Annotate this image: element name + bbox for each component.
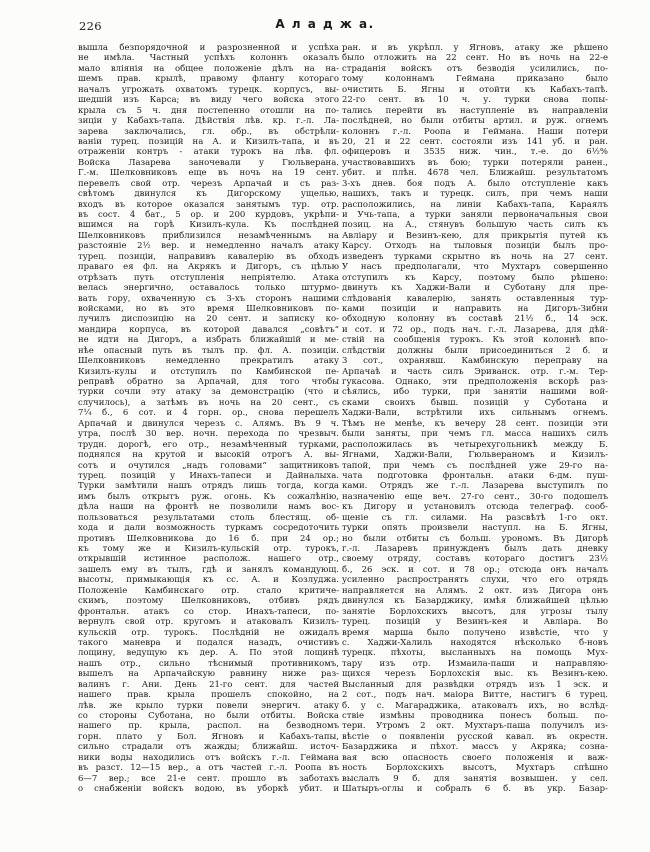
text-line: занятіе Борлохскихъ высотъ, для угрозы тылу (342, 606, 608, 617)
text-line: время марша было получено извѣстіе, что у (342, 627, 608, 638)
text-line: турец. позицій у Везинъ-кея и Авліара. Во (342, 617, 608, 628)
text-line: мало вліянія на общее положеніе дѣлъ на на- (78, 63, 339, 74)
text-line: къ Дигору и установилъ отсюда телеграф. сооб- (342, 502, 608, 513)
text-line: г.-л. Лазаревъ принужденъ былъ дать дневку (342, 544, 608, 554)
text-line: были заняты, при чемъ гл. масса нашихъ силъ (342, 429, 608, 440)
text-line: 22-го сент. въ 10 ч. у. турки снова попы- (342, 95, 608, 106)
text-line: въ разст. 12—15 вер., а отъ частей г.-л. Роопа въ (78, 763, 339, 774)
text-column-right (342, 43, 608, 795)
text-line: вшимся на горѣ Кизилъ-кула. Къ послѣдней (78, 220, 339, 231)
text-line: перевелъ свой отр. черезъ Арпачай и съ раз- (78, 178, 339, 189)
text-line: Войска Лазарева заночевали у Гюльверана. (78, 157, 339, 168)
text-line: расположились, на линіи Кабахъ-тапа, Караялъ (342, 199, 608, 210)
text-line: лучилъ диспозицію на 20 сент. и записку ко- (78, 314, 339, 325)
text-line: Ягнами, Хаджи-Вали, Гюльвераномъ и Кизилъ- (342, 450, 608, 461)
text-line: ники воды находились отъ войскъ г.-л. Геймана (78, 752, 339, 763)
text-line: къ тому же и Кизилъ-кульскій отр. турокъ, (78, 544, 339, 554)
text-line: и Учь-тапа, а турки заняли первоначальныя свои (342, 210, 608, 220)
text-line: лощину, ведущую къ дер. А. По этой лощинѣ (78, 648, 339, 659)
text-line: въ сост. 4 бат., 5 ор. и 200 курдовъ, укрѣпи- (78, 210, 339, 220)
text-line: скимъ, поэтому Шелковниковъ, отбивъ рядъ (78, 596, 339, 607)
text-line: б. у с. Магараджика, атаковалъ ихъ, но вслѣд- (342, 700, 608, 711)
text-line: слѣдованія кавалерію, занять оставленныя тур- (342, 293, 608, 304)
text-line: вать гору, охваченную съ 3-хъ сторонъ нашими (78, 293, 339, 304)
text-line: противъ Шелковникова до 16 б. при 24 ор.; (78, 533, 339, 544)
text-line: нашихъ, такъ и турецк. силъ, при чемъ наши (342, 189, 608, 200)
text-line: но были отбиты съ больш. урономъ. Въ Дигорѣ (342, 533, 608, 544)
text-column-left (78, 43, 339, 795)
text-line: свѣтомъ двинулся къ Дигорскому ущелью, (78, 189, 339, 200)
text-line: Тѣмъ не менѣе, къ вечеру 28 сент. позиціи эти (342, 418, 608, 429)
text-line: Кизилъ-кулы и отступилъ по Камбинской пе- (78, 366, 339, 377)
text-line: Г.-м. Шелковниковъ еще въ ночь на 19 сент. (78, 168, 339, 179)
text-line: и сот. и 72 ор., подъ нач. г.-л. Лазарева, для дѣй- (342, 324, 608, 335)
text-line: 6—7 вер.; все 21-е сент. прошло въ заботахъ (78, 773, 339, 784)
text-line: Шелковниковъ приблизился незамѣченнымъ на (78, 230, 339, 241)
text-line: утра, послѣ 30 вер. ночн. перехода по чрезвыч. (78, 429, 339, 440)
text-line: тери. Утромъ 2 окт. Мухтаръ-паша получилъ из- (342, 721, 608, 732)
text-line: сками своихъ бывш. позицій у Суботана и (342, 397, 608, 408)
text-line: со стороны Суботана, но были отбиты. Войска (78, 711, 339, 721)
text-line: турки опять произвели наступл. на Б. Ягны, (342, 523, 608, 534)
text-line: ность Борлохскихъ высотъ, Мухтаръ спѣшно (342, 763, 608, 774)
text-line: хода и дали возможность туркамъ сосредоточить (78, 523, 339, 534)
text-line: дѣла наши на фронтѣ не позволили намъ вос- (78, 502, 339, 513)
text-line: отступилъ къ Карсу, поэтому было рѣшено: (342, 272, 608, 283)
text-line: щихся черезъ Борлохскія выс. къ Везинъ-кею. (342, 669, 608, 680)
text-line: валинъ г. Ани. День 21-го сент. для частей (78, 679, 339, 690)
text-line: ваніи турец. позицій на А. и Кизилъ-тапа, и въ (78, 136, 339, 147)
text-line: входъ въ которое оказался занятымъ тур. отр. (78, 199, 339, 210)
text-line: вышелъ на Арпачайскую равнину ниже раз- (78, 669, 339, 680)
text-line: турец. позиціи, направивъ кавалерію въ обходъ (78, 251, 339, 262)
text-line: ками позиціи и направить на Дигоръ-Зибни (342, 303, 608, 314)
text-line: направляется на Алямъ. 2 окт. изъ Дигора онъ (342, 585, 608, 596)
text-line: сильно страдали отъ жажды; ближайш. источ- (78, 742, 339, 753)
text-line: убит. и плѣн. 4678 чел. Ближайш. результатомъ (342, 168, 608, 179)
text-line: своему отряду, составъ котораго достигъ 23½ (342, 554, 608, 565)
text-line: нашъ отр., сильно тѣснимый противникомъ, (78, 658, 339, 669)
text-line: Положеніе Камбинскаго отр. стало критиче- (78, 585, 339, 596)
text-line: усиленно распространять слухи, что его отрядъ (342, 575, 608, 586)
text-line: шемъ прав. крылѣ, правому флангу котораго (78, 74, 339, 85)
text-line: слѣдствіи должны были присоединиться 2 б. и (342, 345, 608, 356)
text-line: мандира корпуса, въ которой давался „совѣтъ“ (78, 324, 339, 335)
text-line: горн. плато у Бол. Ягновъ и Кабахъ-тапы, (78, 731, 339, 742)
text-line: колоннъ г.-л. Роопа и Геймана. Наши потери (342, 126, 608, 137)
text-line: 3-хъ днев. боя подъ А. было отступленіе какъ (342, 178, 608, 189)
text-line: двинуть къ Хаджи-Вали и Суботану для пре- (342, 283, 608, 294)
text-line: не идти на Дигоръ, а избрать ближайшій и ме- (78, 335, 339, 346)
running-title: А л а д ж а. (275, 17, 375, 31)
text-line: сѣялись, ибо турки, при занятіи нашими вой- (342, 387, 608, 398)
text-line: пользоваться результатами столь блестящ. об- (78, 512, 339, 523)
text-line: праваго ея фл. на Акрякъ и Дигоръ, съ цѣлью (78, 262, 339, 273)
text-line: изведенъ турками скрытно въ ночь на 27 сент. (342, 251, 608, 262)
text-line: щеніе съ гл. силами. На разсвѣтѣ 1-го окт. (342, 512, 608, 523)
text-line: разстояніе 2½ вер. и немедленно началъ атаку (78, 241, 339, 252)
text-line: нашего прав. крыла прошелъ спокойно, на (78, 690, 339, 701)
text-line: началъ угрожать охватомъ турецк. корпусъ, вы- (78, 84, 339, 95)
text-line: нашего пр. крыла, распол. на безводномъ (78, 721, 339, 732)
text-line: лѣв. же крыло турки повели энергич. атаку (78, 700, 339, 711)
text-line: двинулся къ Базарджику, имѣя ближайшей цѣлью (342, 596, 608, 607)
text-line: Арпачай и двинулся черезъ с. Алямъ. Въ 9 ч. (78, 418, 339, 429)
text-line: Арпачаѣ и часть силъ Эриванск. отр. г.-м. Тер- (342, 366, 608, 377)
text-line: послѣдней, но были отбиты артил. и руж. огнемъ (342, 116, 608, 127)
text-line: вая всю опасность своего положенія и важ- (342, 752, 608, 763)
text-line: шедшій изъ Карса; въ виду чего войска этого (78, 95, 339, 106)
text-line: фронтальн. атакъ со стор. Инахъ-тапеси, по- (78, 606, 339, 617)
text-line: войсками, но въ это время Шелковниковъ по- (78, 303, 339, 314)
text-line: Турки замѣтили нашъ отрядъ лишь тогда, когда (78, 481, 339, 492)
text-line: гукасова. Однако, эти предположенія вскорѣ раз- (342, 377, 608, 387)
text-line: высоты, примыкающія къ сс. А. и Козлуджа. (78, 575, 339, 586)
text-line: поднялся на крутой и высокій отрогъ А. вы- (78, 450, 339, 461)
text-line: зашелъ ему въ тылъ, гдѣ и занялъ командующ. (78, 564, 339, 575)
text-line: трудн. дорогѣ, его отр., незамѣченный турками, (78, 439, 339, 450)
text-line: с. Хаджи-Халиль находятся нѣсколько б-новъ (342, 637, 608, 648)
text-line: турец. позицій у Инахъ-тапеси и Дайналыха. (78, 470, 339, 481)
text-line: зиціи у Кабахъ-тапа. Дѣйствія лѣв. кр. г.-л. Ла- (78, 116, 339, 127)
text-line: вышла безпорядочной и разрозненной и успѣха (78, 43, 339, 53)
text-line: реправѣ обратно за Арпачай, для того чтобы (78, 377, 339, 387)
text-line: Авліару и Везинъ-кею, для прикрытія путей къ (342, 230, 608, 241)
text-line: обходную колонну въ составѣ 21½ б., 14 эск. (342, 314, 608, 325)
text-line: тару изъ отр. Измаила-паши и направляю- (342, 658, 608, 669)
text-line: тому колоннамъ Геймана приказано было (342, 74, 608, 85)
text-line: было отложить на 22 сент. Но въ ночь на 22-е (342, 53, 608, 64)
text-line: позиц. на А., стянувъ большую часть силъ къ (342, 220, 608, 231)
text-line: кульскій отр. турокъ. Послѣдній не ожидалъ (78, 627, 339, 638)
text-line: тались перейти въ наступленіе въ направленіи (342, 105, 608, 116)
text-line: чата подготовка фронтальн. атаки 6-дм. пуш- (342, 470, 608, 481)
text-line: ками. Отрядъ же г.-л. Лазарева выступилъ по (342, 481, 608, 492)
text-line: назначенію еще веч. 27-го сент., 30-го подошелъ (342, 491, 608, 502)
text-line: отрѣзать путь отступленія непріятелю. Атака (78, 272, 339, 283)
text-line: нѣе опасный путь въ тылъ пр. фл. А. позиціи. (78, 345, 339, 356)
text-line: турецк. пѣхоты, высланныхъ на помощь Мух- (342, 648, 608, 659)
text-line: Высланный для развѣдки отрядъ изъ 1 эск. и (342, 679, 608, 690)
text-line: У насъ предполагали, что Мухтаръ совершенно (342, 262, 608, 273)
text-line: не имѣла. Частный успѣхъ колоннъ оказалъ (78, 53, 339, 64)
text-line: вѣстіе о появленіи русской кавал. въ окрестн. (342, 731, 608, 742)
text-line: 20, 21 и 22 сент. состояли изъ 141 уб. и ран. (342, 136, 608, 147)
text-line: Шелковниковъ немедленно прекратилъ атаку (78, 356, 339, 367)
text-line: отраженіи контръ - атаки турокъ на лѣв. фл. (78, 147, 339, 158)
text-line: Шатыръ-оглы и собралъ 6 б. въ укр. Базар- (342, 784, 608, 795)
text-line: о снабженіи войскъ водою, въ уборкѣ убит. и (78, 784, 339, 795)
text-line: страданія войскъ отъ безводія усилились, по- (342, 63, 608, 74)
text-line: турки сочли эту атаку за демонстрацію (что и (78, 387, 339, 398)
text-line: случилось), а затѣмъ въ ночь на 20 сент., съ (78, 397, 339, 408)
text-line: Карсу. Отходъ на тыловыя позиціи былъ про- (342, 241, 608, 252)
text-line: очистить Б. Ягны и отойти къ Кабахъ-тапѣ. (342, 84, 608, 95)
text-line: ствій на сообщенія турокъ. Къ этой колоннѣ впо- (342, 335, 608, 346)
text-line: б., 26 эск. и сот. и 78 ор.; отсюда онъ началъ (342, 564, 608, 575)
text-line: имъ былъ открытъ руж. огонь. Къ сожалѣнію, (78, 491, 339, 502)
text-line: Базарджика и пѣхот. массъ у Акряка; созна- (342, 742, 608, 753)
text-line: офицеровъ и 3535 ниж. чин., т.-е. до 6½% (342, 147, 608, 158)
text-line: Хаджи-Вали, встрѣтили ихъ сильнымъ огнемъ. (342, 408, 608, 419)
text-line: вернулъ свой отр. кругомъ и атаковалъ Кизилъ- (78, 617, 339, 628)
text-line: сотъ и очутился „надъ головами“ защитниковъ (78, 460, 339, 471)
text-line: зарева заключались, гл. обр., въ обстрѣли- (78, 126, 339, 137)
text-line: крыла съ 5 ч. дня постепенно отошли на по- (78, 105, 339, 116)
text-line: открывшій истинное располож. нашего отр., (78, 554, 339, 565)
text-line: ствіе измѣны проводника понесъ больш. по- (342, 711, 608, 721)
text-line: тапой, при чемъ съ послѣдней уже 29-го на- (342, 460, 608, 471)
text-line: велась энергично, оставалось только штурмо- (78, 283, 339, 294)
text-line: участвовавшихъ въ бою; турки потеряли ранен., (342, 157, 608, 168)
text-line: такого маневра и подался назадъ, очистивъ (78, 637, 339, 648)
text-line: ран. и въ укрѣпл. у Ягновъ, атаку же рѣшено (342, 43, 608, 53)
text-line: выслалъ 9 б. для занятія возвышен. у сел. (342, 773, 608, 784)
text-line: 3 сот., охранявш. Камбинскую переправу на (342, 356, 608, 367)
text-line: расположилась въ четырехугольникѣ между Б. (342, 439, 608, 450)
page-number: 226 (79, 19, 102, 33)
text-line: 2 сот., подъ нач. маіора Витте, настигъ 6 турец. (342, 690, 608, 701)
text-line: 7¼ б., 6 сот. и 4 горн. ор., снова перешелъ (78, 408, 339, 419)
